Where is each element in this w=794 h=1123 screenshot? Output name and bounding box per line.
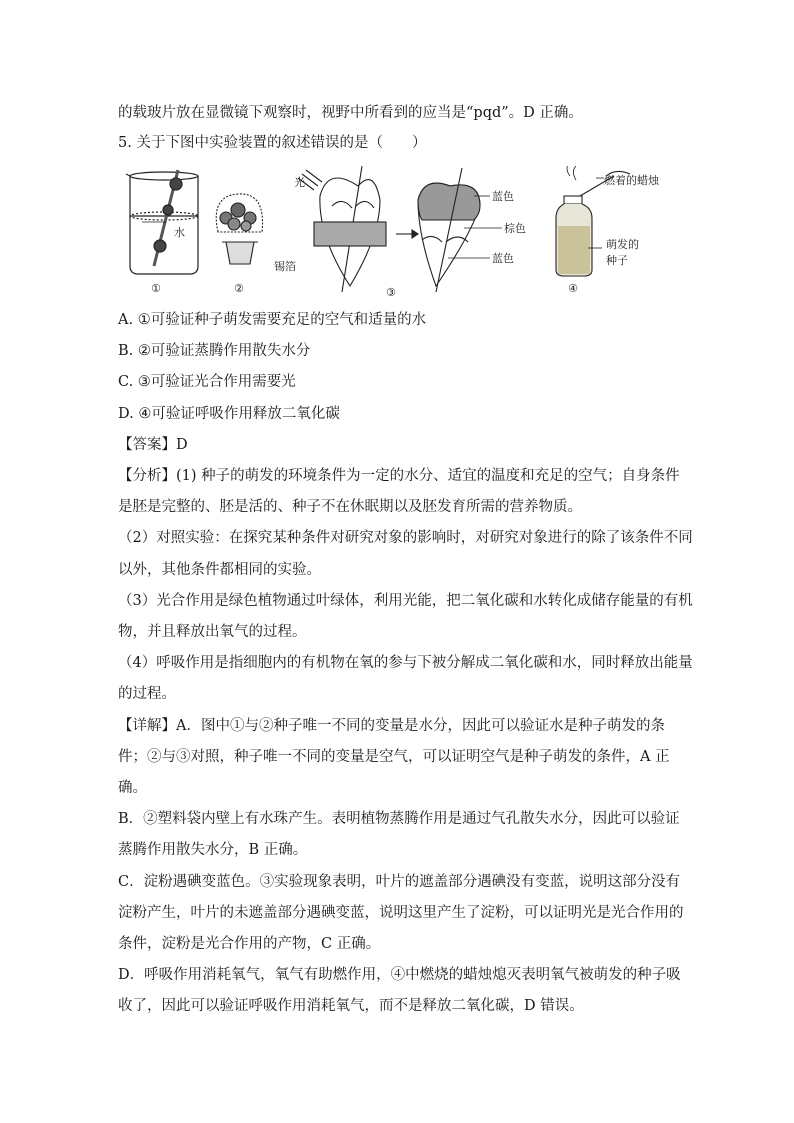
answer-line: 【答案】D (118, 437, 188, 453)
experiment-figure (118, 166, 678, 300)
option-a: A. ①可验证种子萌发需要充足的空气和适量的水 (118, 312, 427, 328)
detail-line: 条件，淀粉是光合作用的产物，C 正确。 (118, 936, 381, 952)
option-c: C. ③可验证光合作用需要光 (118, 374, 296, 390)
water-label: 水 (174, 226, 185, 239)
question-stem: 5. 关于下图中实验装置的叙述错误的是（ ） (118, 135, 427, 151)
analysis-line: 以外，其他条件都相同的实验。 (118, 562, 321, 578)
experiment-diagram (118, 166, 678, 300)
label-2: ② (234, 282, 244, 295)
detail-line: 蒸腾作用散失水分，B 正确。 (118, 842, 308, 858)
brown-label: 棕色 (504, 222, 526, 235)
beaker-apparatus (126, 170, 198, 274)
analysis-line: 物，并且释放出氧气的过程。 (118, 624, 307, 640)
label-4: ④ (568, 282, 578, 295)
analysis-line: 【分析】(1) 种子的萌发的环境条件为一定的水分、适宜的温度和充足的空气；自身条件 (118, 468, 680, 484)
leaf-foil-apparatus (298, 166, 502, 292)
detail-line: 确。 (118, 780, 147, 796)
detail-line: 件；②与③对照，种子唯一不同的变量是空气，可以证明空气是种子萌发的条件，A 正 (118, 749, 670, 765)
detail-line: B．②塑料袋内壁上有水珠产生。表明植物蒸腾作用是通过气孔散失水分，因此可以验证 (118, 811, 680, 827)
plant-bag-apparatus (216, 194, 262, 264)
detail-line: 淀粉产生，叶片的未遮盖部分遇碘变蓝，说明这里产生了淀粉，可以证明光是光合作用的 (118, 905, 684, 921)
detail-line: 收了，因此可以验证呼吸作用消耗氧气，而不是释放二氧化碳，D 错误。 (118, 998, 584, 1014)
seeds-label-line1: 萌发的 (606, 238, 639, 251)
analysis-line: （3）光合作用是绿色植物通过叶绿体，利用光能，把二氧化碳和水转化成储存能量的有机 (118, 593, 693, 609)
text-line: 的载玻片放在显微镜下观察时，视野中所看到的应当是“pqd”。D 正确。 (118, 105, 583, 121)
blue-bottom-label: 蓝色 (492, 252, 514, 265)
analysis-line: 的过程。 (118, 686, 176, 702)
blue-top-label: 蓝色 (492, 190, 514, 203)
detail-line: C．淀粉遇碘变蓝色。③实验现象表明，叶片的遮盖部分遇碘没有变蓝，说明这部分没有 (118, 874, 681, 890)
candle-label: 燃着的蜡烛 (604, 174, 659, 187)
detail-line: 【详解】A．图中①与②种子唯一不同的变量是水分，因此可以验证水是种子萌发的条 (118, 718, 665, 734)
label-3: ③ (386, 286, 396, 299)
option-b: B. ②可验证蒸腾作用散失水分 (118, 343, 311, 359)
detail-line: D．呼吸作用消耗氧气，氧气有助燃作用，④中燃烧的蜡烛熄灭表明氧气被萌发的种子吸 (118, 967, 681, 983)
light-label: 光 (294, 176, 305, 189)
label-1: ① (151, 282, 161, 295)
option-d: D. ④可验证呼吸作用释放二氧化碳 (118, 406, 340, 422)
analysis-line: （2）对照实验：在探究某种条件对研究对象的影响时，对研究对象进行的除了该条件不同 (118, 530, 693, 546)
foil-label: 锡箔 (274, 260, 296, 273)
analysis-line: （4）呼吸作用是指细胞内的有机物在氧的参与下被分解成二氧化碳和水，同时释放出能量 (118, 655, 693, 671)
analysis-line: 是胚是完整的、胚是活的、种子不在休眠期以及胚发育所需的营养物质。 (118, 499, 582, 515)
seeds-label-line2: 种子 (606, 254, 628, 267)
